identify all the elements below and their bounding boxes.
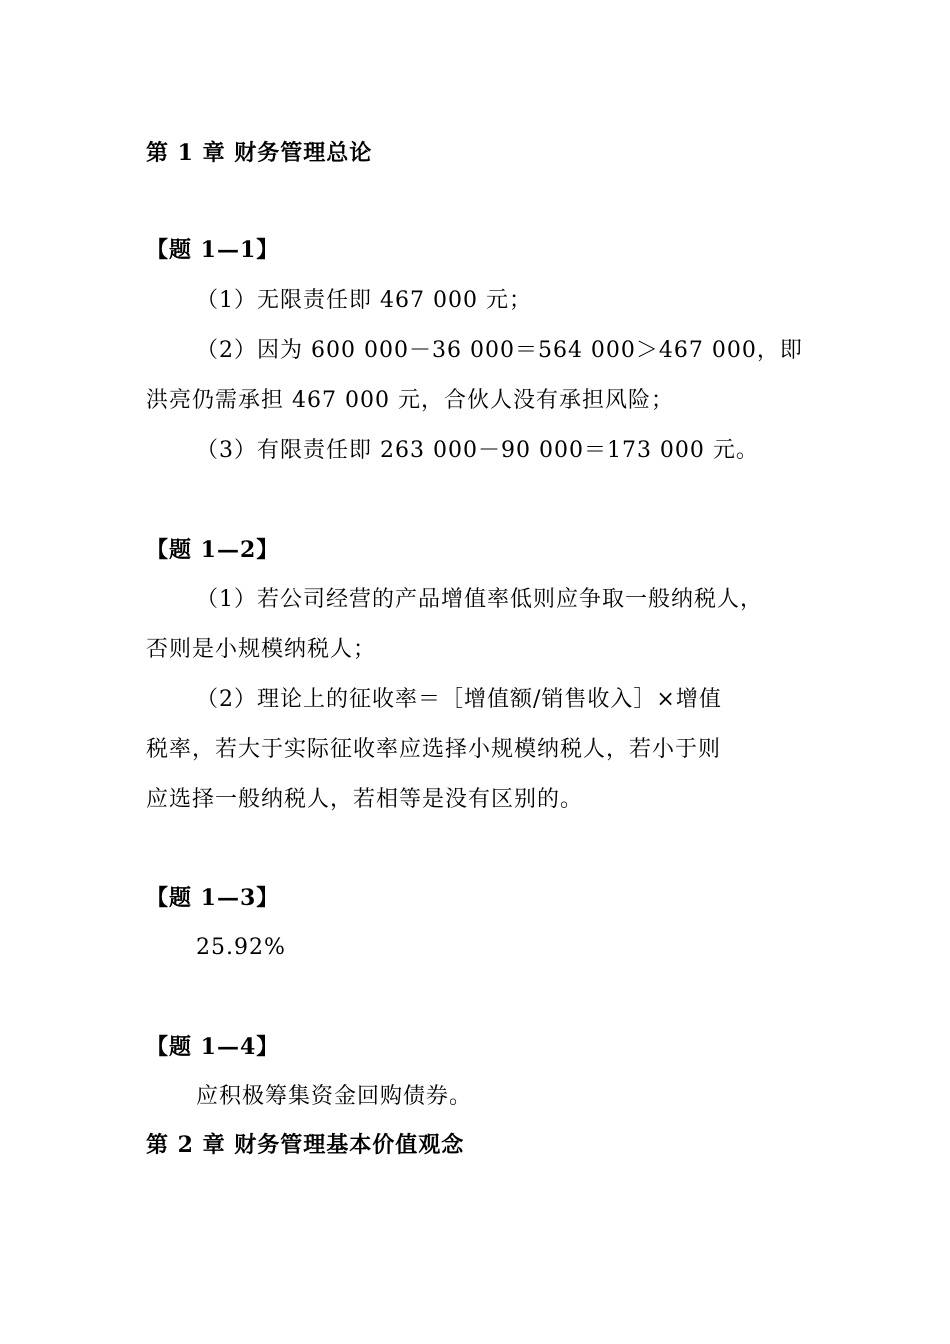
question-1-2-line-3: （2）理论上的征收率＝［增值额/销售收入］×增值 (196, 687, 722, 712)
question-1-1-line-2: （2）因为 600 000－36 000＝564 000＞467 000，即 (196, 338, 803, 363)
question-1-2-label: 【题 1—2】 (146, 537, 280, 563)
question-1-2-line-2: 否则是小规模纳税人； (146, 637, 377, 662)
question-1-1-line-1: （1）无限责任即 467 000 元； (196, 288, 532, 313)
question-1-4-label: 【题 1—4】 (146, 1034, 280, 1060)
question-1-1-line-3: 洪亮仍需承担 467 000 元，合伙人没有承担风险； (146, 388, 674, 413)
question-1-4-line-1: 应积极筹集资金回购债券。 (196, 1084, 473, 1109)
question-1-3-label: 【题 1—3】 (146, 885, 280, 911)
question-1-2-line-1: （1）若公司经营的产品增值率低则应争取一般纳税人， (196, 587, 763, 612)
chapter-2-title: 第 2 章 财务管理基本价值观念 (146, 1132, 465, 1158)
question-1-2-line-4: 税率，若大于实际征收率应选择小规模纳税人，若小于则 (146, 737, 722, 762)
chapter-1-title: 第 1 章 财务管理总论 (146, 140, 373, 166)
question-1-1-label: 【题 1—1】 (146, 237, 280, 263)
question-1-1-line-4: （3）有限责任即 263 000－90 000＝173 000 元。 (196, 438, 759, 463)
question-1-3-line-1: 25.92% (196, 935, 286, 960)
question-1-2-line-5: 应选择一般纳税人，若相等是没有区别的。 (146, 787, 584, 812)
